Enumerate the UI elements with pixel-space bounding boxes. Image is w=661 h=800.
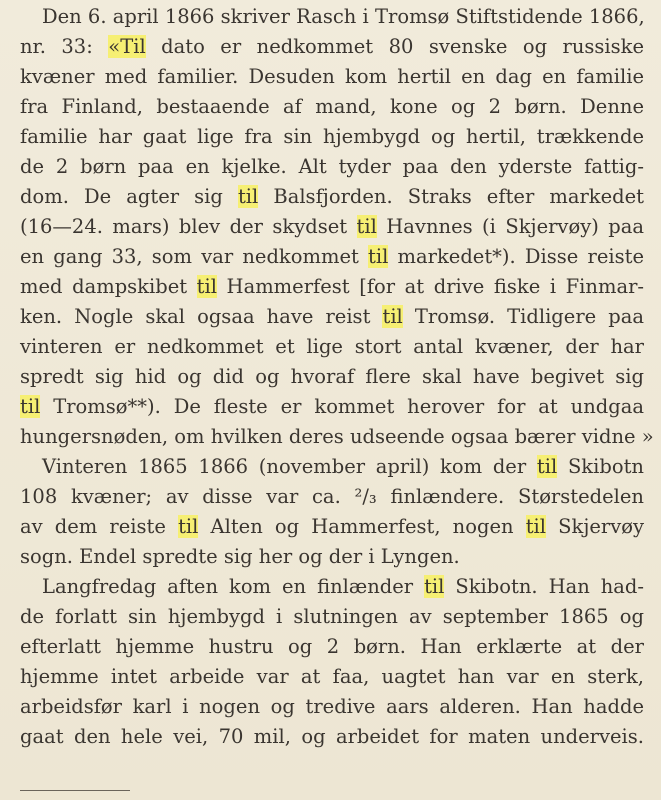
paragraph-1 — [20, 2, 654, 452]
text-segment: arbeidsfør karl i nogen og tredive aars alderen. Han hadde — [20, 695, 644, 718]
text-line — [20, 212, 644, 242]
text-line — [20, 512, 644, 542]
text-line — [20, 272, 644, 302]
text-segment: 108 kvæner; av disse var ca. ²/₃ finlændere. Størstedelen — [20, 485, 644, 508]
text-line — [20, 2, 644, 32]
text-segment: ken. Nogle skal ogsaa have reist — [20, 305, 383, 328]
text-line — [20, 662, 644, 692]
text-segment: Hammerfest [for at drive fiske i Finmar- — [216, 275, 644, 298]
paragraph-2 — [20, 452, 644, 572]
text-line — [20, 242, 644, 272]
text-segment: Balsfjorden. Straks efter markedet — [258, 185, 644, 208]
highlighted-word: til — [424, 575, 445, 598]
highlighted-word: til — [368, 245, 389, 268]
text-segment: Tromsø. Tidligere paa — [402, 305, 645, 328]
text-line — [20, 572, 644, 602]
highlighted-word: til — [356, 215, 377, 238]
text-segment: med dampskibet — [20, 275, 197, 298]
text-line — [20, 542, 644, 572]
text-segment: efterlatt hjemme hustru og 2 børn. Han erklærte at der — [20, 635, 644, 658]
text-line — [20, 62, 644, 92]
text-segment: Havnnes (i Skjervøy) paa — [376, 215, 644, 238]
text-segment: dom. De agter sig — [20, 185, 238, 208]
text-segment: hjemme intet arbeide var at faa, uagtet han var en sterk, — [20, 665, 644, 688]
highlighted-word: til — [196, 275, 217, 298]
text-segment: vinteren er nedkommet et lige stort antal kvæner, der har — [20, 335, 644, 358]
text-line — [20, 632, 644, 662]
text-line — [20, 332, 644, 362]
text-segment: Alten og Hammerfest, nogen — [198, 515, 526, 538]
text-segment: markedet*). Disse reiste — [388, 245, 644, 268]
text-segment: hungersnøden, om hvilken deres udseende ogsaa bærer vidne » — [20, 425, 654, 448]
document-body — [20, 2, 654, 752]
text-segment: Tromsø**). De fleste er kommet herover for at undgaa — [40, 395, 644, 418]
text-line — [20, 32, 644, 62]
text-line — [20, 722, 644, 752]
text-segment: kvæner med familier. Desuden kom hertil en dag en familie — [20, 65, 644, 88]
highlighted-word: til — [237, 185, 259, 208]
text-line — [20, 452, 644, 482]
text-line — [20, 602, 644, 632]
text-line — [20, 392, 644, 422]
text-line — [20, 152, 644, 182]
text-segment: Skibotn — [557, 455, 644, 478]
text-segment: Skjervøy — [546, 515, 645, 538]
highlighted-word: til — [382, 305, 403, 328]
highlighted-word: til — [536, 455, 558, 478]
text-line — [20, 122, 644, 152]
text-segment: en gang 33, som var nedkommet — [20, 245, 369, 268]
highlighted-word: til — [178, 515, 199, 538]
text-segment: de forlatt sin hjembygd i slutningen av september 1865 og — [20, 605, 644, 628]
text-segment: fra Finland, bestaaende af mand, kone og 2 børn. Denne — [20, 95, 644, 118]
highlighted-word: til — [525, 515, 547, 538]
text-segment: av dem reiste — [20, 515, 179, 538]
text-segment: de 2 børn paa en kjelke. Alt tyder paa den yderste fattig- — [20, 155, 644, 178]
text-segment: dato er nedkommet 80 svenske og russiske — [145, 35, 645, 58]
text-line — [20, 482, 644, 512]
text-line — [20, 362, 644, 392]
text-line — [20, 302, 644, 332]
text-segment: nr. 33: — [20, 35, 109, 58]
footnote-rule — [20, 790, 130, 791]
text-segment: (16—24. mars) blev der skydset — [20, 215, 357, 238]
text-line — [20, 182, 644, 212]
text-segment: Langfredag aften kom en finlænder — [42, 575, 425, 598]
text-segment: gaat den hele vei, 70 mil, og arbeidet for maten underveis. — [20, 725, 644, 748]
text-segment: familie har gaat lige fra sin hjembygd og hertil, trækkende — [20, 125, 644, 148]
text-segment: Vinteren 1865 1866 (november april) kom der — [42, 455, 537, 478]
highlighted-word: til — [20, 395, 41, 418]
paragraph-3 — [20, 572, 644, 752]
text-segment: sogn. Endel spredte sig her og der i Lyngen. — [20, 545, 460, 568]
text-segment: Skibotn. Han had- — [444, 575, 644, 598]
text-line — [20, 692, 644, 722]
text-line — [20, 92, 644, 122]
text-segment: Den 6. april 1866 skriver Rasch i Tromsø Stiftstidende 1866, — [42, 5, 645, 28]
highlighted-word: «Til — [108, 35, 146, 58]
text-segment: spredt sig hid og did og hvoraf flere skal have begivet sig — [20, 365, 644, 388]
text-line — [20, 422, 654, 452]
